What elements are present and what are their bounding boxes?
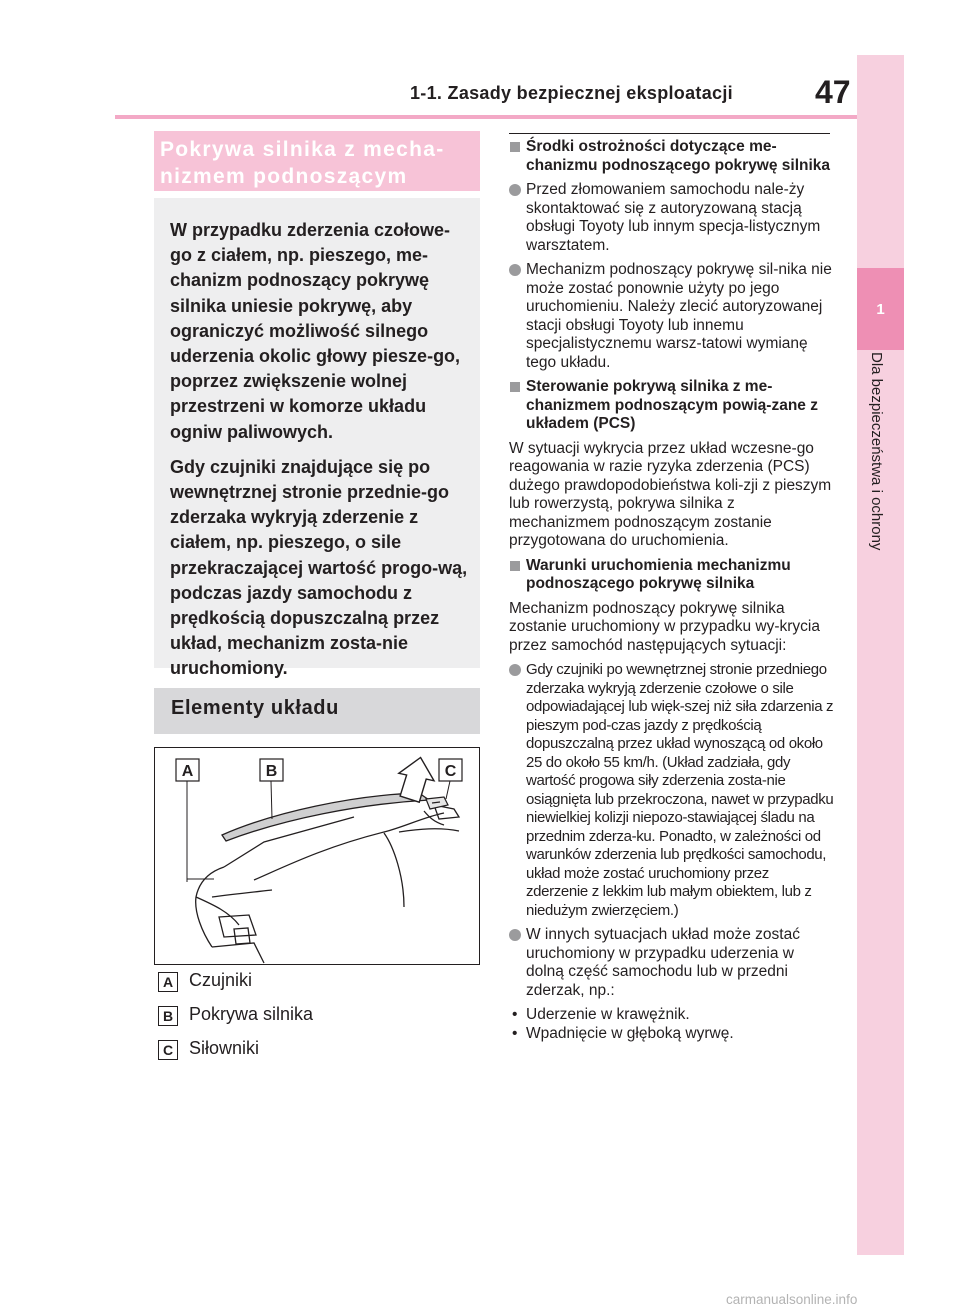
bullet-scrapping: Przed złomowaniem samochodu nale-ży skontaktować się z autoryzowaną stacją obsługi Toyoty lub innym specja-listycznym warsztatem. (509, 181, 834, 255)
figure-label-b: B (265, 763, 278, 780)
legend-label-actuators: Siłowniki (189, 1038, 260, 1058)
legend-label-sensors: Czujniki (189, 970, 253, 990)
intro-paragraph-1: W przypadku zderzenia czołowe-go z ciałem, np. pieszego, me-chanizm podnoszący pokrywę silnika uniesie pokrywę, aby ograniczyć możliwość silnego uderzenia okolic głowy piesze-go, poprzez zwiększenie wolnej przestrzeni w komorze układu ogniw paliwowych. (170, 220, 461, 442)
legend-badge-a: A (158, 972, 178, 992)
right-column (509, 138, 834, 1043)
right-column-divider (509, 133, 830, 134)
page-number: 47 (815, 74, 851, 110)
header-divider (115, 115, 857, 119)
bullet-reuse: Mechanizm podnoszący pokrywę sil-nika nie może zostać ponownie użyty po jego uruchomieniu. Należy zlecić autoryzowanej stacji obsługi Toyoty lub innemu specjalistycznemu warsz-tatowi wymianę tego układu. (509, 261, 834, 372)
hood-system-illustration (154, 747, 480, 965)
section-heading-system-components: Elementy układu (154, 688, 480, 734)
legend-badge-c: C (158, 1040, 178, 1060)
bullet-sensor-detection: Gdy czujniki po wewnętrznej stronie przedniego zderzaka wykryją zderzenie czołowe o sile odpowiadającej lub więk-szej niż siła zdarzenia z pieszym pod-czas jazdy z prędkością dopuszczalną przez układ wynoszącą od około 25 do około 55 km/h. (Układ zadziała, gdy wartość progowa siły zderzenia zosta-nie osiągnięta lub przekroczona, nawet w przypadku niewielkiej kolizji niepozo-stawiającej śladu na przednim zderza-ku. Ponadto, w zależności od warunków zderzenia lub prędkości samochodu, układ może zostać uruchomiony przez zderzenie z lekkim lub małym obiektem, lub z niedużym zwierzęciem.) (509, 661, 834, 920)
source-watermark: carmanualsonline.info (726, 1292, 858, 1307)
section-heading-line-2: nizmem podnoszącym (160, 165, 408, 188)
section-heading-hood-mechanism (154, 131, 480, 191)
chapter-side-tab (857, 55, 904, 1255)
intro-summary-box (154, 198, 480, 679)
paragraph-activation: Mechanizm podnoszący pokrywę silnika zostanie uruchomiony w przypadku wy-krycia przez samochód następujących sytuacji: (509, 599, 820, 654)
dash-item-pothole: • Wpadnięcie w głęboką wyrwę. (509, 1025, 834, 1044)
subheading-pcs-control: Sterowanie pokrywą silnika z me-chanizmem podnoszącym powią-zane z układem (PCS) (509, 378, 834, 434)
page-header-title: 1-1. Zasady bezpiecznej eksploatacji (410, 83, 733, 103)
paragraph-pcs: W sytuacji wykrycia przez układ wczesne-go reagowania w razie ryzyka zderzenia (PCS) dużego prawdopodobieństwa koli-zji z pieszym lub rowerzystą, pokrywa silnika z mechanizmem podnoszącym zostanie przygotowana do uruchomienia. (509, 439, 832, 549)
bullet-other-situations: W innych sytuacjach układ może zostać uruchomiony w przypadku uderzenia w dolną część samochodu lub w przedni zderzak, np.: (509, 926, 834, 1000)
subheading-activation-conditions: Warunki uruchomienia mechanizmu podnoszącego pokrywę silnika (509, 557, 834, 594)
chapter-number-tab: 1 (857, 268, 904, 350)
legend-label-hood: Pokrywa silnika (189, 1004, 314, 1024)
section-heading-line-1: Pokrywa silnika z mecha- (160, 138, 445, 161)
figure-label-a: A (181, 763, 194, 780)
chapter-title-vertical: Dla bezpieczeństwa i ochrony (868, 352, 885, 551)
legend-badge-b: B (158, 1006, 178, 1026)
dash-item-curb: • Uderzenie w krawężnik. (509, 1006, 834, 1025)
intro-paragraph-2: Gdy czujniki znajdujące się po wewnętrznej stronie przednie-go zderzaka wykryją zderzenie z ciałem, np. pieszego, o sile przekraczającej wartość progo-wą, podczas jazdy samochodu z prędkością dopuszczalną przez układ, mechanizm zosta-nie uruchomiony. (170, 456, 468, 679)
figure-label-c: C (444, 763, 457, 780)
subheading-precautions: Środki ostrożności dotyczące me-chanizmu podnoszącego pokrywę silnika (509, 138, 834, 175)
